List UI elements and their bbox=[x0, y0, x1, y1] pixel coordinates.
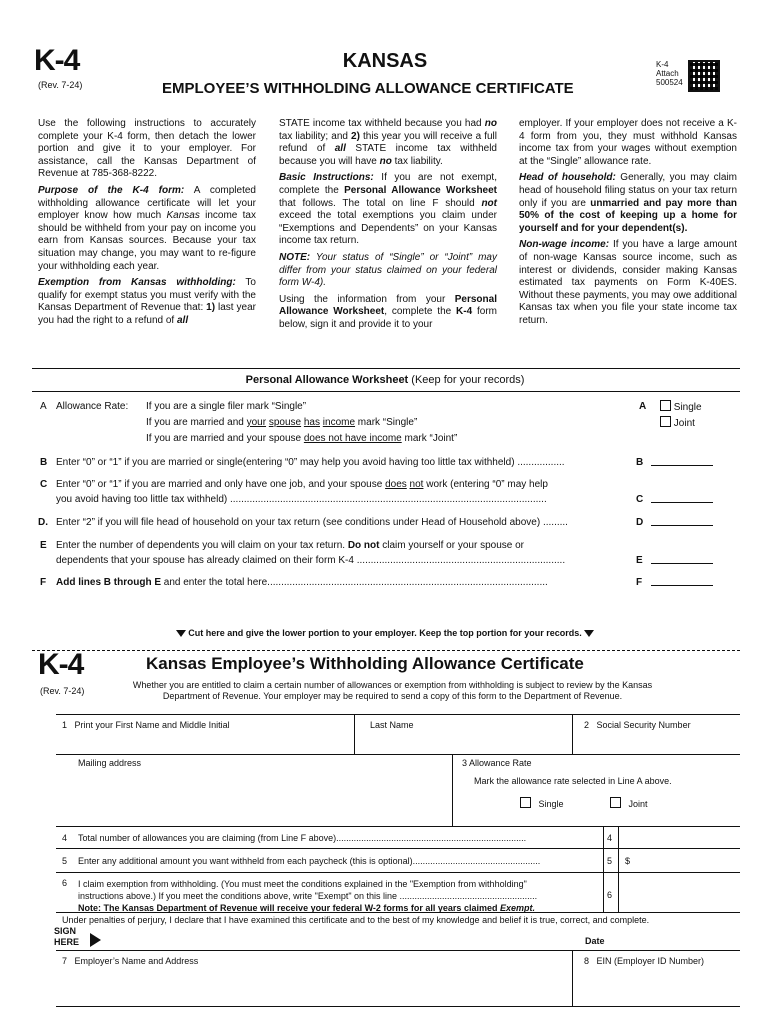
field-4-box: 4 bbox=[607, 833, 613, 843]
ssn-input[interactable] bbox=[576, 732, 738, 752]
sign-arrow-icon bbox=[90, 931, 101, 949]
employer-name-label: 7 Employer’s Name and Address bbox=[62, 956, 199, 966]
sign-here-label: SIGN HERE bbox=[54, 926, 80, 947]
line-c-input[interactable] bbox=[651, 493, 713, 503]
ein-input[interactable] bbox=[576, 968, 738, 1004]
line-f-code: F bbox=[636, 577, 643, 588]
grid-rule bbox=[56, 754, 740, 755]
line-d-code: D bbox=[636, 517, 644, 528]
mailing-address-label: Mailing address bbox=[78, 758, 142, 768]
certificate-single-checkbox[interactable] bbox=[520, 797, 531, 808]
certificate-title: EMPLOYEE’S WITHHOLDING ALLOWANCE CERTIFICATE bbox=[162, 80, 574, 97]
line-b-letter: B bbox=[40, 457, 48, 468]
allowances-input[interactable] bbox=[622, 828, 738, 846]
certificate-form-id: K-4 bbox=[38, 648, 84, 681]
cut-instruction: Cut here and give the lower portion to your employer. Keep the top portion for your records. bbox=[0, 628, 770, 638]
line-c-letter: C bbox=[40, 479, 48, 490]
line-a-married-income: If you are married and your spouse has income mark “Single” bbox=[146, 417, 418, 428]
worksheet-single-option[interactable]: Single bbox=[660, 400, 702, 413]
form-id: K-4 bbox=[34, 44, 80, 77]
grid-divider bbox=[354, 714, 355, 754]
field-6-box: 6 bbox=[607, 890, 613, 900]
worksheet-top-rule bbox=[32, 368, 740, 369]
line-a-label: Allowance Rate: bbox=[56, 401, 129, 412]
instructions-column-2 bbox=[279, 118, 497, 336]
grid-rule bbox=[56, 950, 740, 951]
grid-rule bbox=[56, 1006, 740, 1007]
line-d-input[interactable] bbox=[651, 516, 713, 526]
worksheet-joint-option[interactable]: Joint bbox=[660, 416, 695, 429]
grid-divider bbox=[618, 826, 619, 912]
line-c-code: C bbox=[636, 494, 644, 505]
allowance-rate-label: 3 Allowance Rate bbox=[462, 758, 532, 768]
non-wage-paragraph: Non-wage income: If you have a large amount of non-wage Kansas source income, such as interest or dividends, consider making Kansas estimated tax payments on Form K-40ES. Without these payments, you may owe additional Kansas tax when you file your state income tax return. bbox=[519, 239, 737, 326]
dollar-sign: $ bbox=[625, 856, 631, 866]
line-e-input[interactable] bbox=[651, 554, 713, 564]
line-b-code: B bbox=[636, 457, 644, 468]
certificate-joint-option[interactable]: Joint bbox=[610, 797, 648, 809]
line-f-letter: F bbox=[40, 577, 47, 588]
cut-line bbox=[32, 650, 740, 651]
grid-divider bbox=[603, 826, 604, 912]
grid-rule bbox=[56, 872, 740, 873]
line-a-code: A bbox=[639, 401, 647, 412]
exemption-continued: STATE income tax withheld because you had no tax liability; and 2) this year you will receive a full refund of all STATE income tax withheld because you will have no tax liability. bbox=[279, 118, 497, 167]
line-f-text: Add lines B through E and enter the total here..................................................................................................... bbox=[56, 577, 548, 588]
form-revision: (Rev. 7-24) bbox=[38, 80, 83, 90]
down-triangle-icon bbox=[176, 630, 186, 637]
line-a-single: If you are a single filer mark “Single” bbox=[146, 401, 307, 412]
line-e-letter: E bbox=[40, 540, 47, 551]
down-triangle-icon bbox=[584, 630, 594, 637]
note-paragraph: NOTE: Your status of “Single” or “Joint” may differ from your status claimed on your federal form W-4). bbox=[279, 251, 497, 289]
signature-input[interactable] bbox=[106, 928, 566, 948]
basic-instructions: Basic Instructions: If you are not exempt, complete the Personal Allowance Worksheet that follows. The total on line F should not exceed the total exemptions you claim under “Exemptions and Dependents” on your Kansas income tax return. bbox=[279, 172, 497, 247]
field-4-text: Total number of allowances you are claiming (from Line F above)............................................................................ bbox=[78, 833, 527, 843]
grid-rule bbox=[56, 826, 740, 827]
line-a-married-no-income: If you are married and your spouse does not have income mark “Joint” bbox=[146, 433, 458, 444]
grid-divider bbox=[572, 714, 573, 754]
line-d-letter: D. bbox=[38, 517, 48, 528]
last-name-label: Last Name bbox=[370, 720, 414, 730]
line-b-text: Enter “0” or “1” if you are married or single(entering “0” may help you avoid having too little tax withheld) ................. bbox=[56, 457, 565, 468]
grid-divider bbox=[452, 754, 453, 826]
employer-paragraph: employer. If your employer does not receive a K-4 form from you, they must withhold Kansas income tax from your wages without exemption at the “Single” allowance rate. bbox=[519, 118, 737, 167]
certificate-intro: Whether you are entitled to claim a certain number of allowances or exemption from withholding is subject to review by the Kansas Department of Revenue. Your employer may be required to send a copy of this form to the Department of Revenue. bbox=[132, 680, 653, 701]
certificate-heading: Kansas Employee’s Withholding Allowance Certificate bbox=[146, 654, 584, 673]
line-b-input[interactable] bbox=[651, 456, 713, 466]
line-d-text: Enter “2” if you will file head of household on your tax return (see conditions under Head of Household above) ......... bbox=[56, 517, 568, 528]
date-input[interactable] bbox=[612, 928, 738, 948]
head-of-household-paragraph: Head of household: Generally, you may claim head of household filing status on your tax return only if you are unmarried and pay more than 50% of the cost of keeping up a home for yourself and for your dependent(s). bbox=[519, 172, 737, 234]
instructions-column-3 bbox=[519, 118, 737, 332]
field-5-box: 5 bbox=[607, 856, 613, 866]
line-c-text-1: Enter “0” or “1” if you are married and only have one job, and your spouse does not work (entering “0” may help bbox=[56, 479, 548, 490]
qr-code-icon bbox=[688, 60, 720, 92]
line-e-text-1: Enter the number of dependents you will claim on your tax return. Do not claim yourself or your spouse or bbox=[56, 540, 524, 551]
ssn-label: 2 Social Security Number bbox=[584, 720, 691, 730]
grid-divider bbox=[572, 950, 573, 1006]
allowance-rate-instruction: Mark the allowance rate selected in Line A above. bbox=[474, 776, 672, 786]
perjury-statement: Under penalties of perjury, I declare that I have examined this certificate and to the best of my knowledge and belief it is true, correct, and complete. bbox=[62, 915, 650, 925]
line-f-input[interactable] bbox=[651, 576, 713, 586]
field-4-number: 4 bbox=[62, 833, 68, 843]
field-5-text: Enter any additional amount you want withheld from each paycheck (this is optional)................................................... bbox=[78, 856, 541, 866]
state-title: KANSAS bbox=[342, 50, 428, 72]
employer-name-input[interactable] bbox=[58, 968, 568, 1004]
certificate-single-option[interactable]: Single bbox=[520, 797, 564, 809]
exempt-input[interactable] bbox=[622, 876, 738, 910]
line-a-letter: A bbox=[40, 401, 47, 412]
certificate-joint-checkbox[interactable] bbox=[610, 797, 621, 808]
line-c-text-2: you avoid having too little tax withheld) .................................................................................................................. bbox=[56, 494, 547, 505]
purpose-paragraph: Purpose of the K-4 form: A completed withholding allowance certificate will let your employer know how much Kansas income tax should be withheld from your pay on income you earn from Kansas sources. Because your tax situation may change, you may want to re-figure your withholding each year. bbox=[38, 184, 256, 272]
grid-rule bbox=[56, 714, 740, 715]
last-name-input[interactable] bbox=[358, 732, 568, 752]
attach-code: K-4 Attach 500524 bbox=[656, 60, 683, 87]
additional-amount-input[interactable] bbox=[634, 851, 738, 869]
grid-rule bbox=[56, 848, 740, 849]
worksheet-title: Personal Allowance Worksheet (Keep for your records) bbox=[245, 374, 525, 386]
field-5-number: 5 bbox=[62, 856, 68, 866]
certificate-revision: (Rev. 7-24) bbox=[40, 686, 85, 696]
using-paragraph: Using the information from your Personal Allowance Worksheet, complete the K-4 form below, sign it and provide it to your bbox=[279, 293, 497, 330]
field-6-text: I claim exemption from withholding. (You must meet the conditions explained in the "Exemption from withholding" instructions above.) If you meet the conditions above, write "Exempt" on this line ....................................................... Note: The Kansas Department of Revenue will receive your federal W-2 forms for all years claimed Exempt. bbox=[78, 879, 538, 913]
first-name-input[interactable] bbox=[58, 732, 350, 752]
intro-paragraph: Use the following instructions to accurately complete your K-4 form, then detach the lower portion and give it to your employer. For assistance, call the Kansas Department of Revenue at 785-368-8222. bbox=[38, 118, 256, 180]
worksheet-title-rule bbox=[32, 391, 740, 392]
mailing-address-input[interactable] bbox=[58, 772, 448, 824]
field-6-number: 6 bbox=[62, 878, 68, 888]
exemption-paragraph: Exemption from Kansas withholding: To qualify for exempt status you must verify with the Kansas Department of Revenue that: 1) last year you had the right to a refund of all bbox=[38, 277, 256, 326]
field-1-label: 1 Print your First Name and Middle Initial bbox=[62, 720, 230, 730]
instructions-column-1 bbox=[38, 118, 256, 332]
line-e-code: E bbox=[636, 555, 643, 566]
single-checkbox[interactable] bbox=[660, 400, 671, 411]
joint-checkbox[interactable] bbox=[660, 416, 671, 427]
ein-label: 8 EIN (Employer ID Number) bbox=[584, 956, 705, 966]
line-e-text-2: dependents that your spouse has already claimed on their form K-4 ........................................................................... bbox=[56, 555, 566, 566]
date-label: Date bbox=[585, 936, 605, 946]
